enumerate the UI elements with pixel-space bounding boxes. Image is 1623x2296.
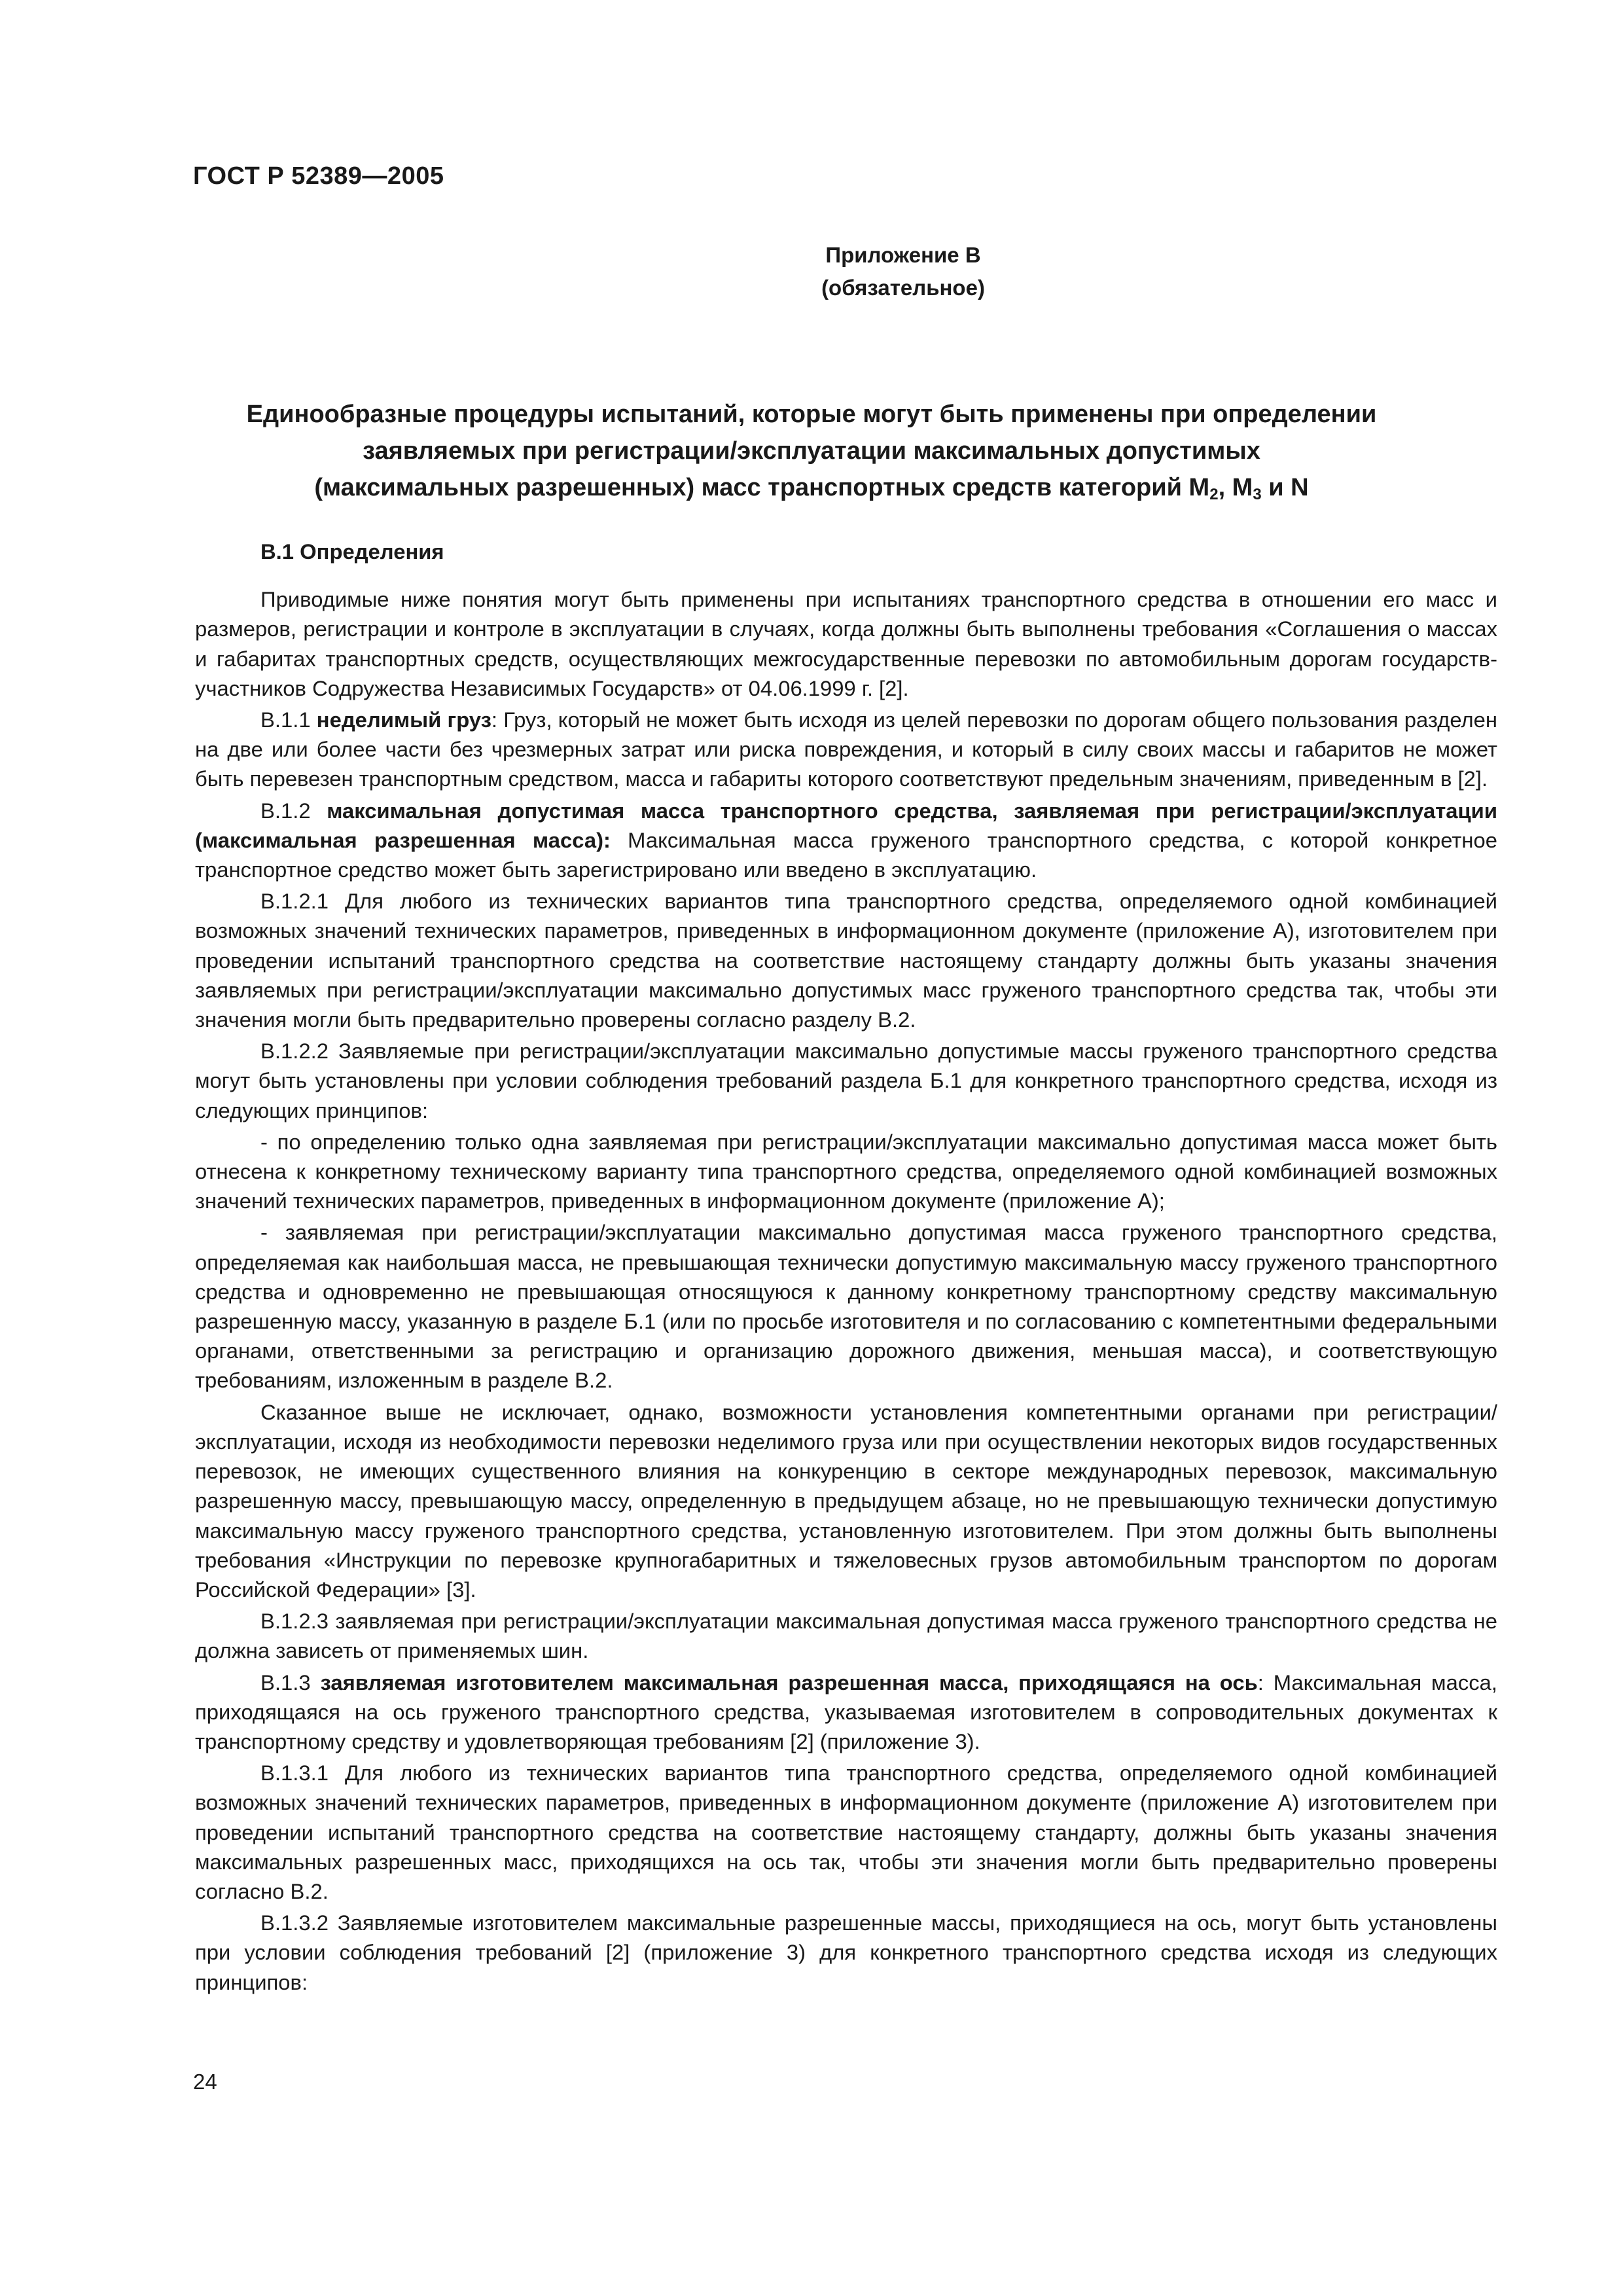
definition-text: : Груз, который не может быть исходя из целей перевозки по дорогам общего пользования разделен на две или более части без чрезмерных затрат или риска повреждения, и который в силу своих массы и габаритов не может быть перевезен транспортным средством, масса и габариты которого соответствуют предельным значениям, приведенным в [2]. [195, 708, 1497, 791]
title-line-1: Единообразные процедуры испытаний, которые могут быть применены при определении [246, 401, 1377, 428]
section-heading: В.1 Определения [260, 539, 444, 564]
list-item-2: - заявляемая при регистрации/эксплуатации максимально допустимая масса груженого транспортного средства, определяемая как наибольшая масса, не превышающая технически допустимую максимальную массу груженого транспортного средства и одновременно не превышающая относящуюся к данному конкретному транспортному средству максимальную разрешенную массу, указанную в разделе Б.1 (или по просьбе изготовителя и по согласованию с компетентными федеральными органами, ответственными за регистрацию и организацию дорожного движения, меньшая масса), и соответствующую требованиям, изложенным в разделе В.2. [195, 1220, 1497, 1393]
paragraph-b-1-2 [195, 796, 1497, 885]
subscript-3: 3 [1253, 486, 1262, 503]
definition-text: Максимальная масса груженого транспортного средства, с которой конкретное транспортное средство может быть зарегистрировано или введено в эксплуатацию. [195, 827, 1497, 882]
paragraph-b-1-2-3: В.1.2.3 заявляемая при регистрации/эксплуатации максимальная допустимая масса груженого транспортного средства не должна зависеть от применяемых шин. [195, 1609, 1497, 1663]
term-axle-mass: заявляемая изготовителем максимальная разрешенная масса, приходящаяся на ось [320, 1670, 1258, 1695]
paragraph-b-1-3-1: В.1.3.1 Для любого из технических вариантов типа транспортного средства, определяемого одной комбинацией возможных значений технических параметров, приведенных в информационном документе (приложение А) изготовителем при проведении испытаний транспортного средства на соответствие настоящему стандарту, должны быть указаны значения максимальных разрешенных масс, приходящихся на ось так, чтобы эти значения могли быть предварительно проверены согласно В.2. [195, 1761, 1497, 1903]
list-item-1: - по определению только одна заявляемая при регистрации/эксплуатации максимально допустимая масса может быть отнесена к конкретному техническому варианту типа транспортного средства, определяемого одной комбинацией возможных значений технических параметров, приведенных в информационном документе (приложение А); [195, 1129, 1497, 1213]
page-number: 24 [193, 2070, 217, 2094]
standard-code: ГОСТ Р 52389—2005 [193, 162, 444, 190]
title-line-2: заявляемых при регистрации/эксплуатации максимальных допустимых [363, 437, 1260, 465]
paragraph-b-1-1 [195, 705, 1497, 794]
paragraph-intro: Приводимые ниже понятия могут быть применены при испытаниях транспортного средства в отношении его масс и размеров, регистрации и контроле в эксплуатации в случаях, когда должны быть выполнены требования «Соглашения о массах и габаритах транспортных средств, осуществляющих межгосударственные перевозки по автомобильным дорогам государств-участников Содружества Независимых Государств» от 04.06.1999 г. [2]. [195, 587, 1497, 700]
paragraph-exception: Сказанное выше не исключает, однако, возможности установления компетентными органами при регистрации/эксплуатации, исходя из необходимости перевозки неделимого груза или при осуществлении некоторых видов государственных перевозок, не имеющих существенного влияния на конкуренцию в секторе международных перевозок, максимальную разрешенную массу, превышающую массу, определенную в предыдущем абзаце, но не превышающую технически допустимую максимальную массу груженого транспортного средства, установленную изготовителем. При этом должны быть выполнены требования «Инструкции по перевозке крупногабаритных и тяжеловесных грузов автомобильным транспортом по дорогам Российской Федерации» [3]. [195, 1399, 1497, 1602]
paragraph-b-1-3-2: В.1.3.2 Заявляемые изготовителем максимальные разрешенные массы, приходящиеся на ось, могут быть установлены при условии соблюдения требований [2] (приложение 3) для конкретного транспортного средства исходя из следующих принципов: [195, 1910, 1497, 1994]
definition-text: : Максимальная масса, приходящаяся на ось груженого транспортного средства, указываемая изготовителем в сопроводительных документах к транспортному средству и удовлетворяющая требованиям [2] (приложение 3). [195, 1670, 1497, 1753]
annex-status: (обязательное) [821, 276, 985, 300]
title-line-3-part-b: , М [1218, 474, 1253, 501]
clause-number: В.1.3 [260, 1670, 311, 1695]
annex-heading [0, 239, 1623, 304]
subscript-2: 2 [1209, 486, 1219, 503]
term-indivisible-load: неделимый груз [316, 708, 491, 732]
title-line-3 [196, 469, 1427, 513]
clause-number: В.1.2 [260, 798, 311, 823]
clause-number: В.1.1 [260, 708, 311, 732]
document-body [195, 537, 1497, 1997]
title-line-3-part-c: и N [1261, 474, 1309, 501]
paragraph-b-1-3 [195, 1668, 1497, 1757]
title-line-3-part-a: (максимальных разрешенных) масс транспортных средств категорий М [314, 474, 1210, 501]
paragraph-b-1-2-1: В.1.2.1 Для любого из технических вариантов типа транспортного средства, определяемого одной комбинацией возможных значений технических параметров, приведенных в информационном документе (приложение А), изготовителем при проведении испытаний транспортного средства на соответствие настоящему стандарту должны быть указаны значения заявляемых при регистрации/эксплуатации максимально допустимых масс груженого транспортного средства так, чтобы эти значения могли быть предварительно проверены согласно разделу В.2. [195, 889, 1497, 1032]
annex-label: Приложение В [825, 243, 981, 267]
paragraph-b-1-2-2: В.1.2.2 Заявляемые при регистрации/эксплуатации максимально допустимые массы груженого транспортного средства могут быть установлены при условии соблюдения требований раздела Б.1 для конкретного транспортного средства, исходя из следующих принципов: [195, 1039, 1497, 1122]
term-max-permissible-mass: максимальная допустимая масса транспортного средства, заявляемая при регистрации/эксплуатации (максимальная разрешенная масса): [195, 798, 1497, 852]
annex-title [196, 396, 1427, 513]
